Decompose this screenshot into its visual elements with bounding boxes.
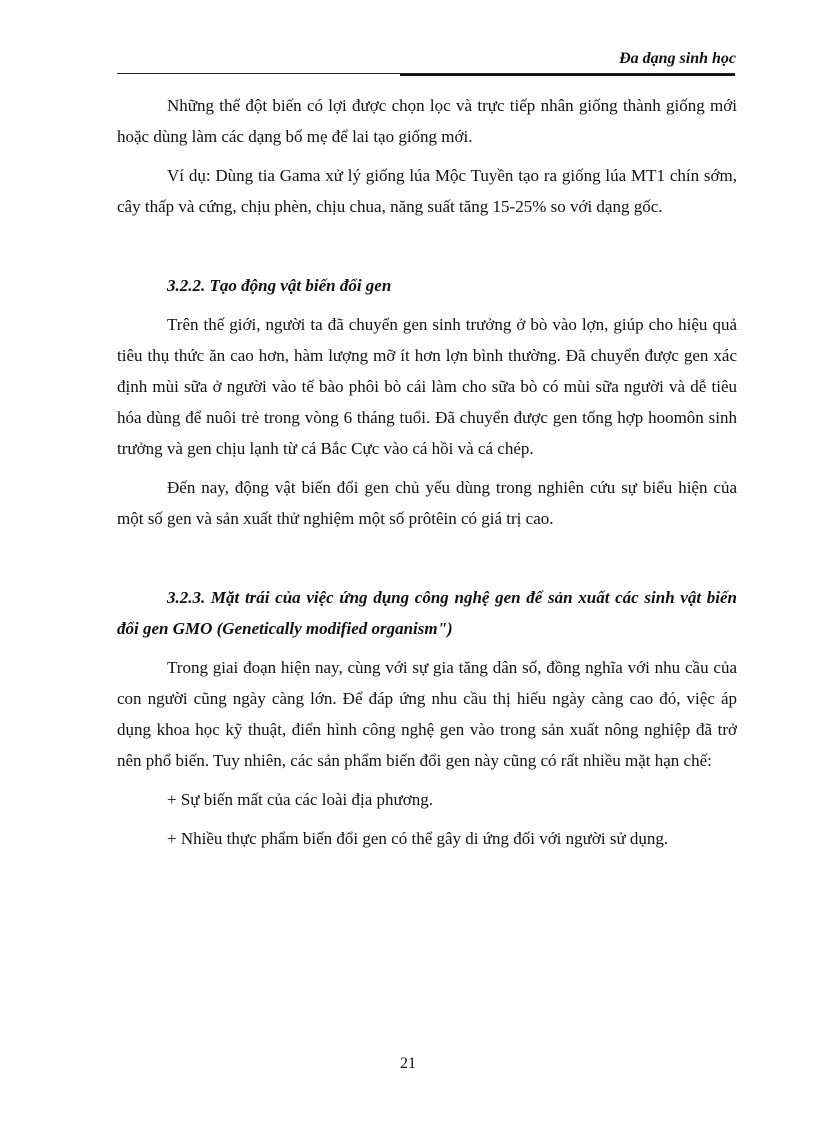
paragraph-mutant-selection: Những thể đột biến có lợi được chọn lọc và trực tiếp nhân giống thành giống mới hoặc dùng làm các dạng bố mẹ để lai tạo giống mới.	[117, 96, 737, 146]
bullet-allergy-risk: + Nhiều thực phẩm biến đổi gen có thể gây di ứng đối với người sử dụng.	[167, 829, 669, 848]
section-gap	[117, 542, 737, 582]
bullet-local-species-loss: + Sự biến mất của các loài địa phương.	[167, 790, 433, 809]
running-header-title: Đa dạng sinh học	[619, 50, 736, 67]
section-heading-3-2-2: 3.2.2. Tạo động vật biến đổi gen	[167, 276, 392, 295]
paragraph-research-use: Đến nay, động vật biến đổi gen chủ yếu dùng trong nghiên cứu sự biểu hiện của một số gen và sản xuất thử nghiệm một số prôtêin có giá trị cao.	[117, 478, 737, 528]
section-heading-3-2-3: 3.2.3. Mặt trái của việc ứng dụng công nghệ gen để sản xuất các sinh vật biến đổi gen GMO (Genetically modified organism")	[117, 588, 737, 638]
page-number: 21	[400, 1055, 416, 1072]
header-rule-accent	[400, 74, 735, 76]
paragraph-transgenic-animals: Trên thế giới, người ta đã chuyển gen sinh trưởng ở bò vào lợn, giúp cho hiệu quả tiêu thụ thức ăn cao hơn, hàm lượng mỡ ít hơn lợn bình thường. Đã chuyển được gen xác định mùi sữa ở người vào tế bào phôi bò cái làm cho sữa bò có mùi sữa người và dễ tiêu hóa dùng để nuôi trẻ trong vòng 6 tháng tuổi. Đã chuyển được gen tổng hợp hoomôn sinh trưởng và gen chịu lạnh từ cá Bắc Cực vào cá hồi và cá chép.	[117, 315, 737, 458]
section-gap	[117, 230, 737, 270]
page-body	[117, 90, 737, 862]
paragraph-gamma-example: Ví dụ: Dùng tia Gama xử lý giống lúa Mộc Tuyền tạo ra giống lúa MT1 chín sớm, cây thấp và cứng, chịu phèn, chịu chua, năng suất tăng 15-25% so với dạng gốc.	[117, 166, 737, 216]
paragraph-gmo-drawbacks: Trong giai đoạn hiện nay, cùng với sự gia tăng dân số, đồng nghĩa với nhu cầu của con người cũng ngày càng lớn. Để đáp ứng nhu cầu thị hiếu ngày càng cao đó, việc áp dụng khoa học kỹ thuật, điển hình công nghệ gen vào trong sản xuất nông nghiệp đã trở nên phổ biến. Tuy nhiên, các sản phẩm biến đổi gen này cũng có rất nhiều mặt hạn chế:	[117, 658, 737, 770]
